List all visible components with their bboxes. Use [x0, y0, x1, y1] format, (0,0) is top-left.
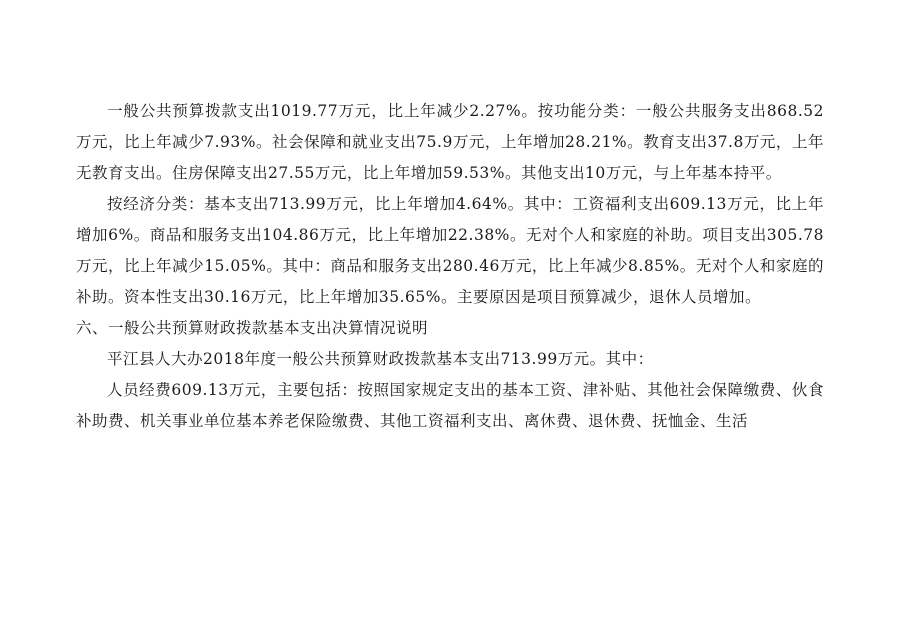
paragraph-basic-expenditure: 平江县人大办2018年度一般公共预算财政拨款基本支出713.99万元。其中： [107, 350, 654, 368]
section-heading: 六、一般公共预算财政拨款基本支出决算情况说明 [76, 319, 429, 337]
document-body [76, 96, 824, 437]
paragraph-functional-classification: 一般公共预算拨款支出1019.77万元，比上年减少2.27%。按功能分类：一般公共服务支出868.52万元，比上年减少7.93%。社会保障和就业支出75.9万元，上年增加28.21%。教育支出37.8万元，上年无教育支出。住房保障支出27.55万元，比上年增加59.53%。其他支出10万元，与上年基本持平。 [76, 102, 824, 182]
paragraph-personnel-expenses: 人员经费609.13万元，主要包括：按照国家规定支出的基本工资、津补贴、其他社会保障缴费、伙食补助费、机关事业单位基本养老保险缴费、其他工资福利支出、离休费、退休费、抚恤金、生活 [76, 381, 824, 430]
paragraph-economic-classification: 按经济分类：基本支出713.99万元，比上年增加4.64%。其中：工资福利支出609.13万元，比上年增加6%。商品和服务支出104.86万元，比上年增加22.38%。无对个人和家庭的补助。项目支出305.78万元，比上年减少15.05%。其中：商品和服务支出280.46万元，比上年减少8.85%。无对个人和家庭的补助。资本性支出30.16万元，比上年增加35.65%。主要原因是项目预算减少，退休人员增加。 [76, 195, 824, 306]
